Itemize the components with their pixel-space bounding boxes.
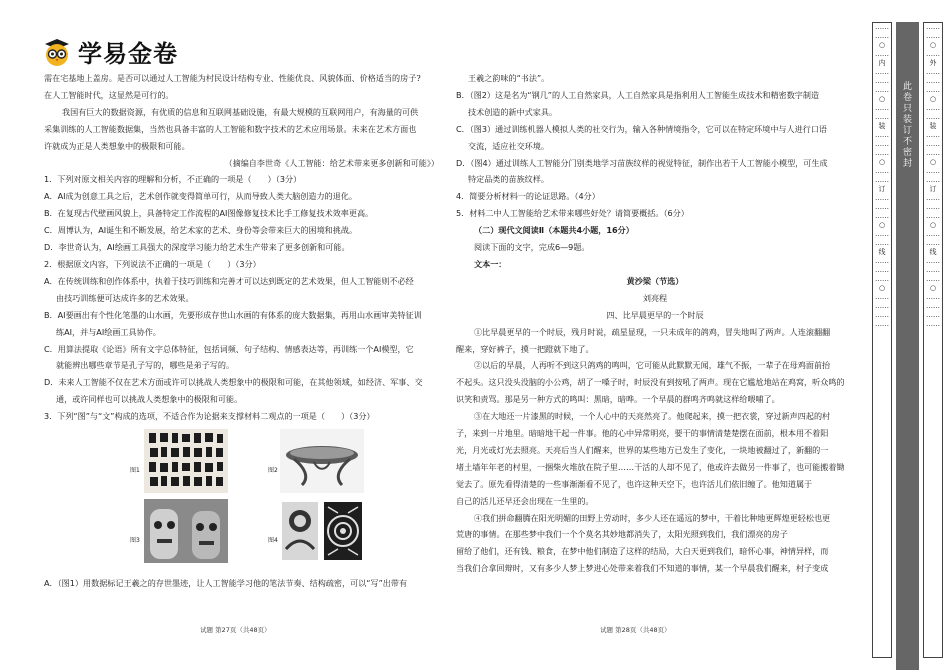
text-line: 子，来到一片地里。暗暗地干起一件事。他的心中异常明亮，要干的事情清楚楚摆在面前，根本用不着阳 xyxy=(456,428,829,439)
figure-label: 图4 xyxy=(268,537,278,545)
text-line: 我国有巨大的数据资源，有优质的信息和互联网基础设施，有最大规模的互联网用户，有海量的可供 xyxy=(62,106,419,117)
text-line: 需在宅基地上盖房。是否可以通过人工智能为村民设计结构专业、性能优良、风貌体面、价格适当的房子? xyxy=(44,73,421,83)
figure-label: 图2 xyxy=(268,467,278,475)
binding-note: 此 卷 只 装 订 不 密 封 xyxy=(902,82,912,169)
inner-label: 内 xyxy=(878,59,886,67)
text-line: D．未来人工智能不仅在艺术方面或许可以挑战人类想象中的极限和可能，在其他领域，如经济、军事、交 xyxy=(44,377,423,388)
text-line: B．在复现古代壁画风貌上，具备特定工作流程的AI图像修复技术比手工修复技术效率更高。 xyxy=(44,208,374,219)
text-line: ④我们拼命翻腾在阳光明媚的田野上劳动时，多少人还在遥远的梦中，干着比种地更辉煌更轻松也更 xyxy=(474,512,831,523)
owl-logo-icon xyxy=(42,37,72,67)
text-line: B．（图2）这是名为“钢几”的人工自然家具，人工自然家具是指利用人工智能生成技术和精密数字制造 xyxy=(456,89,820,100)
calligraphy-image xyxy=(144,429,228,493)
figure-grid xyxy=(44,429,439,569)
page-footer-right: 试题 第28页（共48页） xyxy=(600,626,671,634)
text-line: 由技巧训练便可达成许多的艺术效果。 xyxy=(56,292,194,303)
text-line: 采集训练的人工智能数据集，当然也具备丰富的人工智能和数字技术的艺术应用场景。未来在艺术方面也 xyxy=(44,123,417,134)
ding-label: 订 xyxy=(929,185,937,193)
zhuang-label: 装 xyxy=(878,122,886,130)
text-line: B．AI要画出有个性化笔墨的山水画，先要形成存世山水画的有体系的庞大数据集，再用山水画审美特征训 xyxy=(44,309,422,320)
text-line: A．AI成为创意工具之后，艺术创作就变得简单可行，从而导致人类大脑创造力的退化。 xyxy=(44,191,357,202)
text-line: 特定品类的苗族纹样。 xyxy=(468,174,549,185)
text-line: ②以后的早晨，人再听不到这只鸽鸡的鸣叫，它可能从此默默无闻，雄气不振，一辈子在母鸡面前抬 xyxy=(474,360,831,371)
xian-label: 线 xyxy=(929,248,937,256)
text-line: 光，月光或灯光去照亮。天亮后当人们醒来，世界的某些地方已发生了变化，一块地被翻过了，新翻的一 xyxy=(456,444,829,455)
text-line: 文本一： xyxy=(474,258,507,269)
robot-image xyxy=(144,499,228,563)
text-line: ③在大地还一片漆黑的时候，一个人心中的天亮然亮了。他爬起来，摸一把衣裳，穿过新声四起的村 xyxy=(474,411,831,422)
text-line: （二）现代文阅读Ⅱ（本题共4小题，16分） xyxy=(474,225,634,236)
text-line: 醒来，穿好裤子，摸一把蹬就下地了。 xyxy=(456,343,594,354)
text-line: 5．材料二中人工智能给艺术带来哪些好处？请简要概括。（6分） xyxy=(456,208,689,219)
text-line: 许就成为正是人类想象中的极限和可能。 xyxy=(44,140,190,151)
right-page-column xyxy=(456,70,854,577)
text-line: C．用算法提取《论语》所有文字总体特征，包括词频、句子结构、情感表达等，再训练一个AI模型，它 xyxy=(44,343,414,354)
text-line: 4．简要分析材料一的论证思路。（4分） xyxy=(456,191,600,202)
text-line: D．（图4）通过训练人工智能分门别类地学习苗族纹样的视觉特征，制作出若干人工智能小模型，可生成 xyxy=(456,157,828,168)
text-line: 刘亮程 xyxy=(642,292,668,303)
text-line: 留给了他们，还有钱、粮食，在梦中他们制造了这样的结局，大白天更到我们，暗怀心事，神情异样，而 xyxy=(456,546,829,557)
outer-binding-line: …… …… ○ …… 外 …… …… …… ○ …… …… 装 …… …… …… ○ …… …… 订 …… …… …… ○ …… …… 线 …… …… …… ○ …… …… …… …… xyxy=(923,22,943,658)
page-footer-left: 试题 第27页（共48页） xyxy=(200,626,271,634)
text-line: 当我们合拿回辩时，又有多少人梦上梦进心处带来着我们不知道的事情，某一个早晨我们醒来，村子变成 xyxy=(456,563,829,574)
text-line: 四、比早晨更早的一个时辰 xyxy=(606,309,704,320)
xian-label: 线 xyxy=(878,248,886,256)
text-line: 王羲之韵味的“书法”。 xyxy=(468,73,550,83)
text-line: 2．根据原文内容，下列说法不正确的一项是（ ）（3分） xyxy=(44,258,261,269)
text-line: 堵土墙年年老的村里，一捆柴火堆放在院子里……干活的人却不见了，他或许去做另一件事了，也可能搬着锄 xyxy=(456,461,845,472)
text-line: C．（图3）通过训练机器人模拟人类的社交行为，输入各种情境指令，它可以在特定环境中与人进行口语 xyxy=(456,123,827,134)
text-line: （摘编自李世奇《人工智能：给艺术带来更多创新和可能》） xyxy=(224,157,439,168)
text-line: 识笑和责骂。那是另一种方式的鸣叫：黑暗，暗哗。一个早晨的群鸣齐鸣就这样给喂哺了。 xyxy=(456,394,780,405)
logo-text: 学易金卷 xyxy=(78,40,178,68)
text-line: 在人工智能时代，这显然是可行的。 xyxy=(44,89,174,100)
text-line: ①比早晨更早的一个时辰，残月时说，疏星显现，一只未成年的鸽鸡，冒失地叫了两声。人连滚翻翻 xyxy=(474,326,831,337)
text-line: A．在传统训练和创作体系中，执着于技巧训练和完善才可以达到既定的艺术效果，但人工智能则不必经 xyxy=(44,275,414,286)
logo xyxy=(42,34,178,69)
binding-strip xyxy=(869,22,945,670)
text-line: 觉去了。原先看得清楚的一些事渐渐看不见了，也许这种天空下，也许活儿们依旧缠了。他知道属于 xyxy=(456,478,813,489)
text-line: 自己的活儿还早还会出现在一生里的。 xyxy=(456,495,594,506)
text-line: D．李世奇认为，AI绘画工具强大的深度学习能力给艺术生产带来了更多创新和可能。 xyxy=(44,242,350,253)
text-line: 练AI，并与AI绘画工具协作。 xyxy=(56,326,161,337)
figure-label: 图1 xyxy=(130,467,140,475)
text-line: 荒唐的事情。在那些梦中我们一个个莫名其妙地都消失了，太阳光照到我们，我们漂亮的房子 xyxy=(456,529,788,540)
pattern-image xyxy=(280,499,364,563)
outer-label: 外 xyxy=(929,59,937,67)
text-line: 技术创造的新中式家具。 xyxy=(468,106,558,117)
text-line: C．周博认为，AI诞生和不断发展，给艺术家的艺术、身份等会带来巨大的困境和挑战。 xyxy=(44,225,358,236)
zhuang-label: 装 xyxy=(929,122,937,130)
text-line: 通，或许同样也可以挑战人类想象中的极限和可能。 xyxy=(56,394,243,405)
text-line: 交流，适应社交环境。 xyxy=(468,140,549,151)
inner-binding-line: …… …… ○ …… 内 …… …… …… ○ …… …… 装 …… …… …… ○ …… …… 订 …… …… …… ○ …… …… 线 …… …… …… ○ …… …… …… …… xyxy=(872,22,892,658)
left-page-column xyxy=(44,70,439,592)
text-line: 不起头。这只没头没脑的小公鸡，胡了一嗓子时，时辰没有到按吼了两声。现在它尴尬地站在鸡窝，听众鸣的 xyxy=(456,377,845,388)
ding-label: 订 xyxy=(878,185,886,193)
figure-label: 图3 xyxy=(130,537,140,545)
text-line: 黄沙梁（节选） xyxy=(626,275,684,286)
text-line: 1．下列对原文相关内容的理解和分析，不正确的一项是（ ）（3分） xyxy=(44,174,302,185)
text-line: 阅读下面的文字，完成6—9题。 xyxy=(474,242,590,253)
option-a-line: A．（图1）用数据标记王羲之的存世墨迹，让人工智能学习他的笔法节奏、结构疏密，可以“写”出带有 xyxy=(44,578,408,589)
text-line: 3．下列“图”与“文”构成的选项，不适合作为论据来支撑材料二观点的一项是（ ）（3分） xyxy=(44,411,375,422)
text-line: 就能辨出哪些章节是孔子写的，哪些是弟子写的。 xyxy=(56,360,235,371)
furniture-image xyxy=(280,429,364,493)
